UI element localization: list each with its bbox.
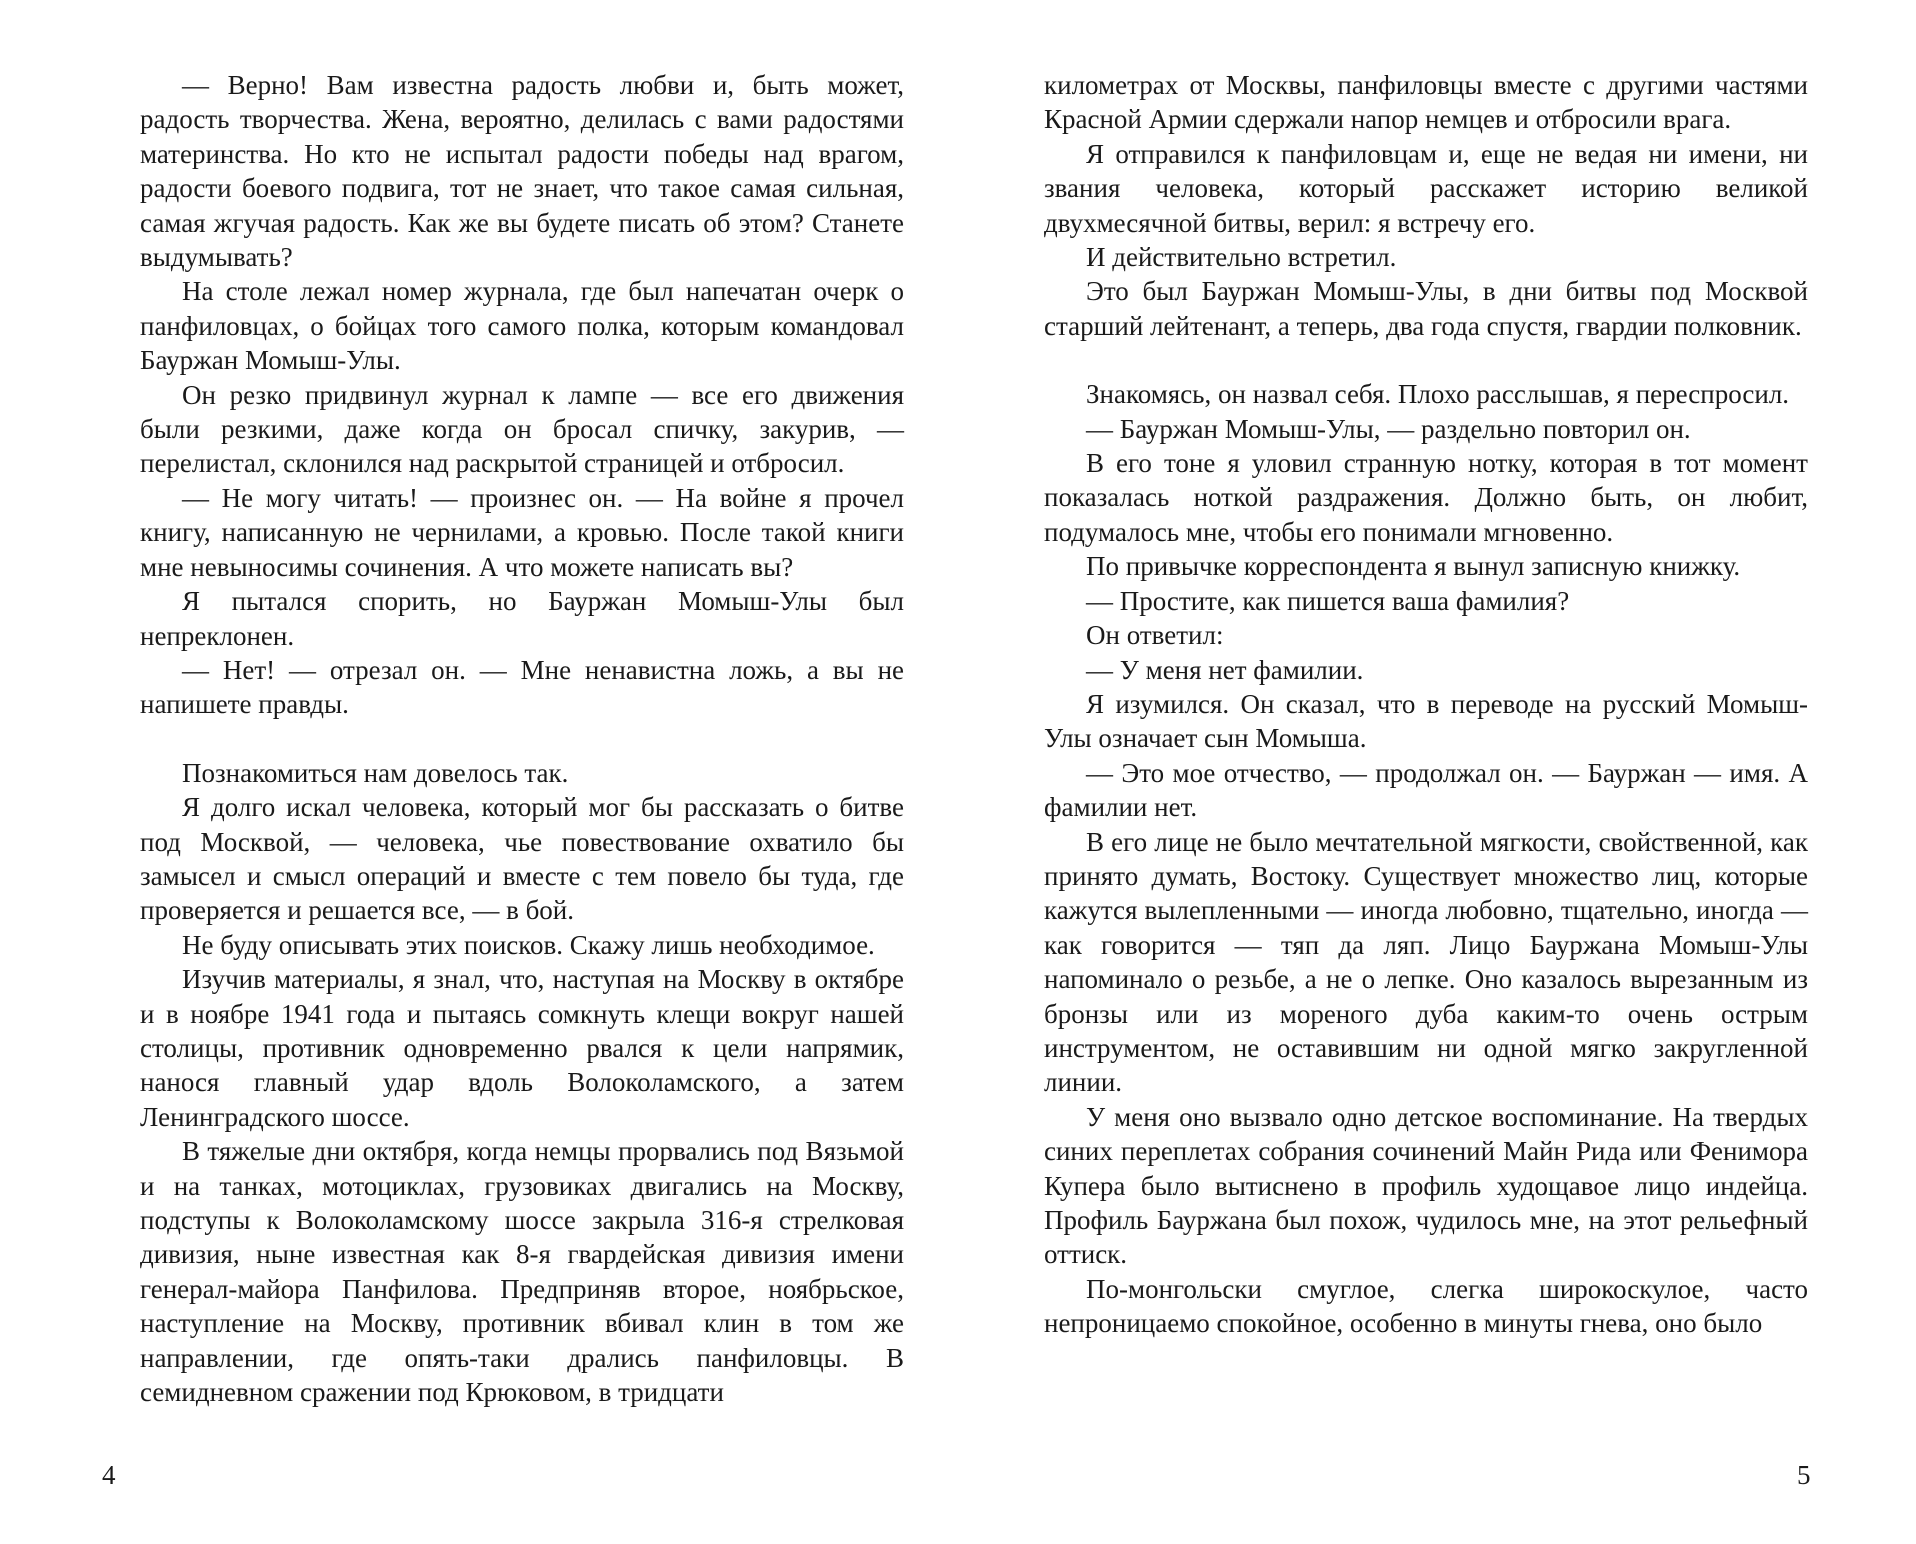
paragraph: — Простите, как пишется ваша фамилия? (1086, 585, 1570, 616)
paragraph: На столе лежал номер журнала, где был напечатан очерк о панфиловцах, о бойцах того самого полка, которым командовал Бауржан Момыш-Улы. (140, 276, 904, 376)
paragraph: километрах от Москвы, панфиловцы вместе с другими частями Красной Армии сдержали напор немцев и отбросили врага. (1044, 70, 1808, 135)
paragraph: Не буду описывать этих поисков. Скажу лишь необходимое. (182, 929, 875, 960)
right-page (1044, 68, 1808, 1468)
paragraph: Знакомясь, он назвал себя. Плохо расслышав, я переспросил. (1086, 379, 1790, 410)
paragraph: В тяжелые дни октября, когда немцы прорвались под Вязьмой и на танках, мотоциклах, грузовиках двигались на Москву, подступы к Волоколамскому шоссе закрыла 316-я стрелковая дивизия, ныне известная как 8-я гвардейская дивизия имени генерал-майора Панфилова. Предприняв второе, ноябрьское, наступление на Москву, противник вбивал клин в том же направлении, где опять-таки дрались панфиловцы. В семидневном сражении под Крюковом, в тридцати (140, 1136, 904, 1408)
paragraph: В его лице не было мечтательной мягкости, свойственной, как принято думать, Востоку. Существует множество лиц, которые кажутся вылепленными — иногда любовно, тщательно, иногда — как говорится — тяп да ляп. Лицо Бауржана Момыш-Улы напоминало о резьбе, а не о лепке. Оно казалось вырезанным из бронзы или из мореного дуба каким-то очень острым инструментом, не оставившим ни одной мягко закругленной линии. (1044, 826, 1808, 1098)
paragraph: Я отправился к панфиловцам и, еще не ведая ни имени, ни звания человека, который расскажет историю великой двухмесячной битвы, верил: я встречу его. (1044, 138, 1808, 238)
paragraph: — Не могу читать! — произнес он. — На войне я прочел книгу, написанную не чернилами, а кровью. После такой книги мне невыносимы сочинения. А что можете написать вы? (140, 482, 904, 582)
paragraph: И действительно встретил. (1086, 242, 1397, 273)
paragraph: По привычке корреспондента я вынул записную книжку. (1086, 551, 1741, 582)
paragraph: Я пытался спорить, но Бауржан Момыш-Улы был непреклонен. (140, 586, 904, 651)
paragraph: — У меня нет фамилии. (1086, 654, 1364, 685)
paragraph: — Верно! Вам известна радость любви и, быть может, радость творчества. Жена, вероятно, делилась с вами радостями материнства. Но кто не испытал радости победы над врагом, радости боевого подвига, тот не знает, что такое самая сильная, самая жгучая радость. Как же вы будете писать об этом? Станете выдумывать? (140, 70, 904, 273)
paragraph: У меня оно вызвало одно детское воспоминание. На твердых синих переплетах собрания сочинений Майн Рида или Фенимора Купера было вытиснено в профиль худощавое лицо индейца. Профиль Бауржана был похож, чудилось мне, на этот рельефный оттиск. (1044, 1101, 1808, 1270)
left-page (140, 68, 904, 1468)
paragraph: Я долго искал человека, который мог бы рассказать о битве под Москвой, — человека, чье повествование охватило бы замысел и смысл операций и вместе с тем повело бы туда, где проверяется и решается все, — в бой. (140, 792, 904, 926)
paragraph: В его тоне я уловил странную нотку, которая в тот момент показалась ноткой раздражения. Должно быть, он любит, подумалось мне, чтобы его понимали мгновенно. (1044, 448, 1808, 547)
paragraph: Я изумился. Он сказал, что в переводе на русский Момыш-Улы означает сын Момыша. (1044, 688, 1808, 754)
page-number-left: 4 (102, 1460, 116, 1490)
paragraph: — Бауржан Момыш-Улы, — раздельно повторил он. (1086, 413, 1691, 444)
paragraph: — Это мое отчество, — продолжал он. — Бауржан — имя. А фамилии нет. (1044, 757, 1808, 823)
paragraph: По-монгольски смуглое, слегка широкоскулое, часто непроницаемо спокойное, особенно в минуты гнева, оно было (1044, 1273, 1808, 1339)
paragraph: — Нет! — отрезал он. — Мне ненавистна ложь, а вы не напишете правды. (140, 654, 904, 720)
paragraph: Он ответил: (1086, 620, 1224, 651)
page-number-right: 5 (1797, 1460, 1811, 1490)
paragraph: Познакомиться нам довелось так. (182, 757, 569, 788)
paragraph: Изучив материалы, я знал, что, наступая на Москву в октябре и в ноябре 1941 года и пытаясь сомкнуть клещи вокруг нашей столицы, противник одновременно рвался к цели напрямик, нанося главный удар вдоль Волоколамского, а затем Ленинградского шоссе. (140, 964, 904, 1132)
paragraph: Это был Бауржан Момыш-Улы, в дни битвы под Москвой старший лейтенант, а теперь, два года спустя, гвардии полковник. (1044, 276, 1808, 341)
paragraph: Он резко придвинул журнал к лампе — все его движения были резкими, даже когда он бросал спичку, закурив, — перелистал, склонился над раскрытой страницей и отбросил. (140, 379, 904, 479)
